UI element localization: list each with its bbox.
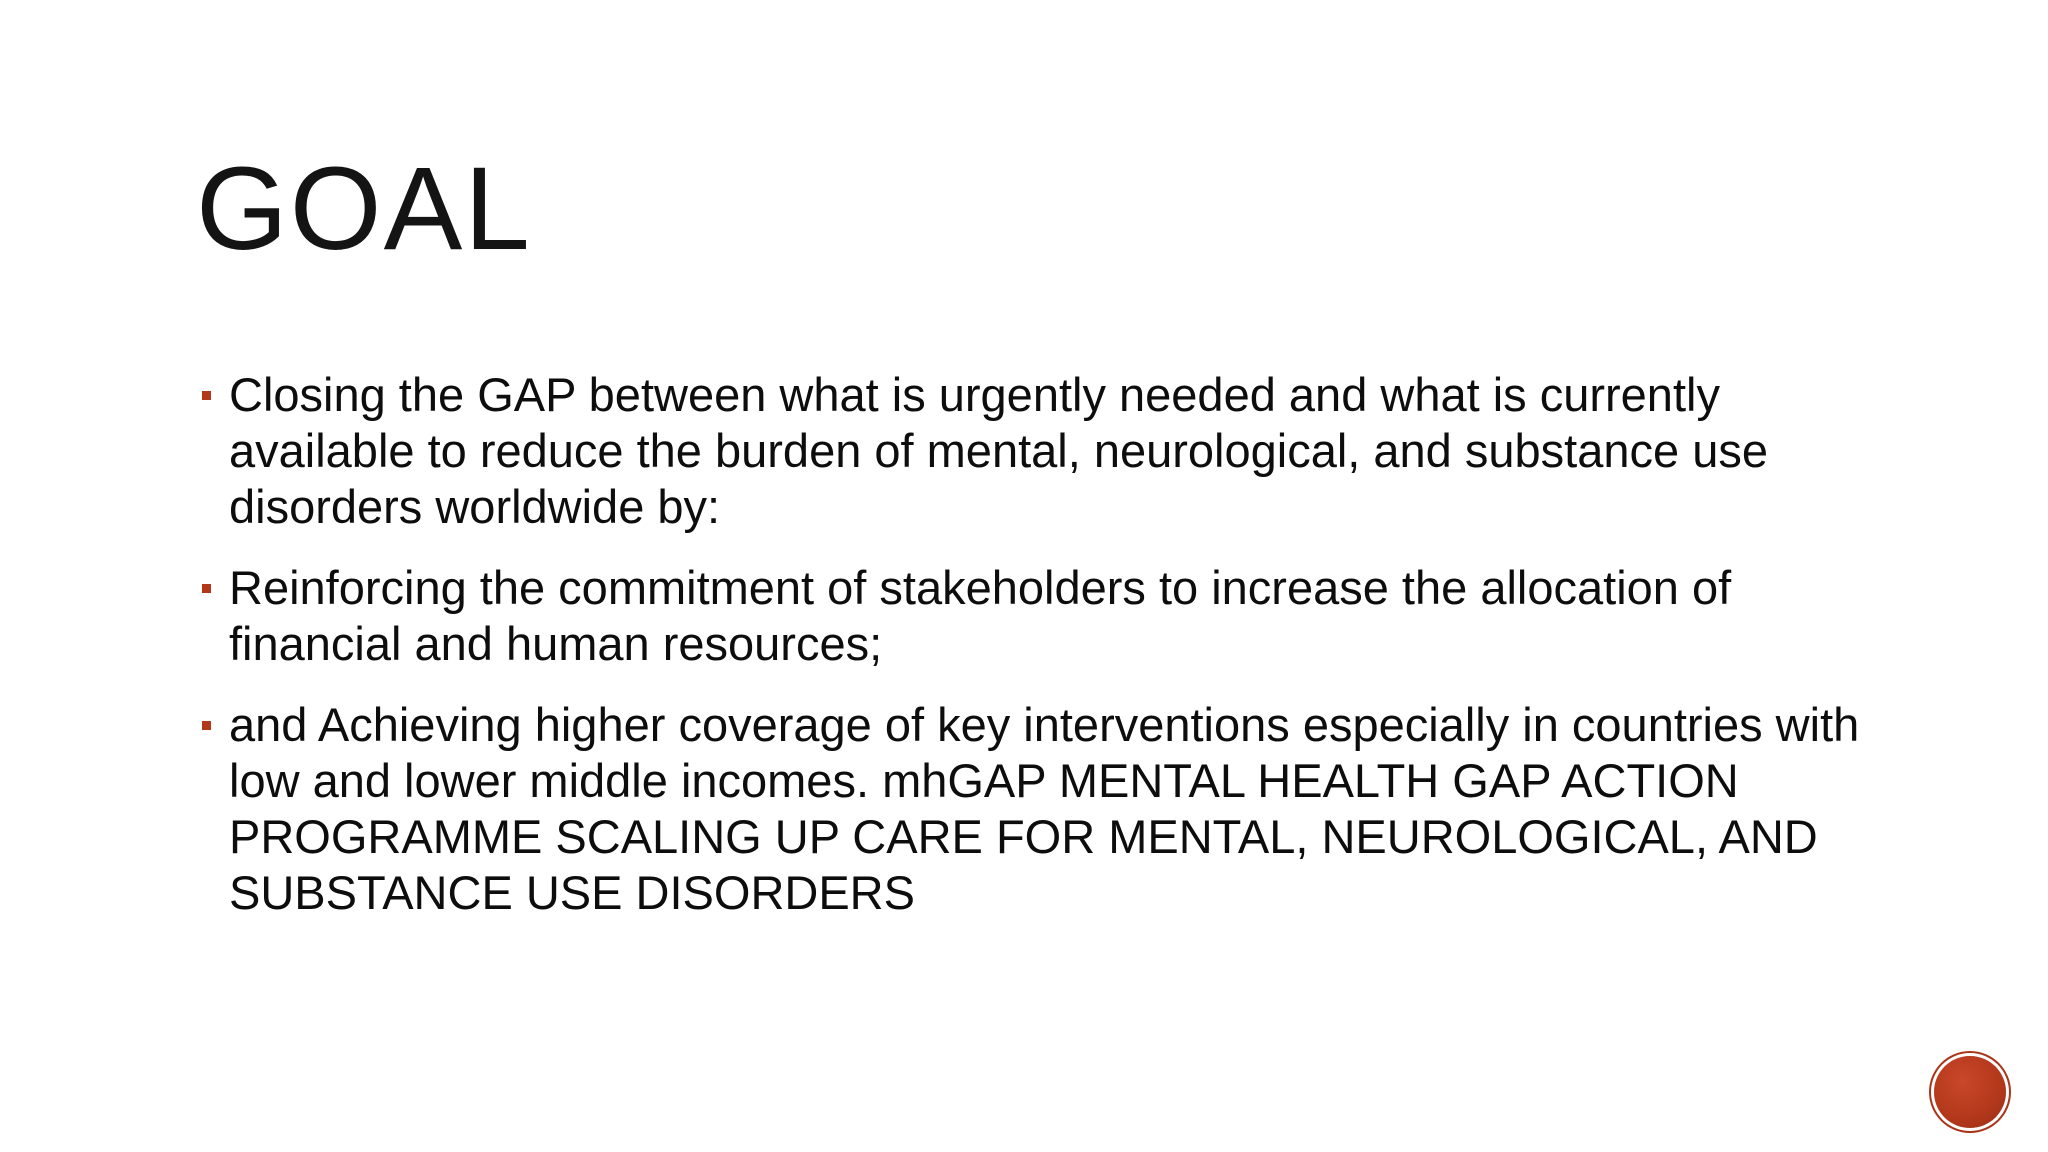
square-bullet-icon [202,391,211,400]
bullet-item [196,560,1896,672]
square-bullet-icon [202,584,211,593]
circle-button-icon[interactable] [1934,1056,2006,1128]
bullet-item [196,697,1896,921]
bullet-list [196,367,1896,946]
slide-title: GOAL [196,143,532,275]
bullet-item [196,367,1896,535]
square-bullet-icon [202,721,211,730]
bullet-text: Closing the GAP between what is urgently needed and what is currently available to reduce the burden of mental, neurological, and substance use disorders worldwide by: [229,368,1768,533]
bullet-text: Reinforcing the commitment of stakeholders to increase the allocation of financial and human resources; [229,561,1732,670]
bullet-text: and Achieving higher coverage of key interventions especially in countries with low and lower middle incomes. mhGAP MENTAL HEALTH GAP ACTION PROGRAMME SCALING UP CARE FOR MENTAL, NEUROLOGICAL, AND SUBSTANCE USE DISORDERS [229,698,1860,919]
